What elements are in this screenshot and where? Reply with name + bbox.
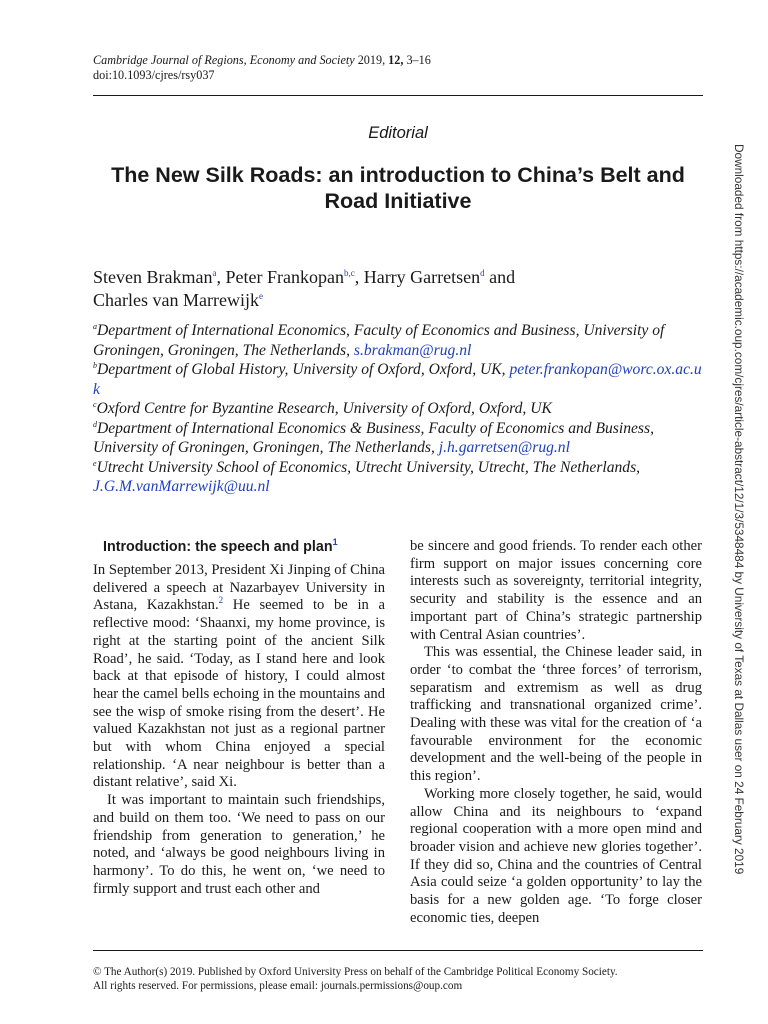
header-rule (93, 95, 703, 96)
paragraph: Working more closely together, he said, would allow China and its neighbours to ‘expand regional cooperation with a more open mind and broader vision and achieve new glories together’. If they did so, China and the countries of Central Asia could seize ‘a golden opportunity’ to lay the basis for a new golden age. ‘To forge closer economic ties, deepen (410, 785, 702, 926)
copyright-line: © The Author(s) 2019. Published by Oxford University Press on behalf of the Cambridge Political Economy Society. (93, 966, 618, 978)
journal-pages: 3–16 (406, 53, 431, 67)
author-sup[interactable]: b,c (343, 268, 355, 278)
paragraph-text: In September 2013, President Xi Jinping of China delivered a speech at Nazarbayev University in Astana, Kazakhstan. (93, 562, 385, 614)
affiliations (93, 321, 705, 497)
affiliation-text: Department of International Economics & Business, Faculty of Economics and Business, University of Groningen, Groningen, The Netherlands, (93, 419, 654, 456)
affiliation-text: Department of Global History, University of Oxford, Oxford, UK, (97, 361, 506, 378)
affiliation-sup: b (93, 360, 97, 370)
affiliation-text: Oxford Centre for Byzantine Research, University of Oxford, Oxford, UK (96, 400, 552, 417)
author-separator: and (484, 267, 516, 287)
section-heading-text: Introduction: the speech and plan (103, 539, 333, 555)
affiliation-item (93, 399, 705, 419)
affiliation-sup: a (93, 321, 97, 331)
journal-doi: doi:10.1093/cjres/rsy037 (93, 68, 215, 82)
section-label: Editorial (368, 124, 428, 142)
journal-name: Cambridge Journal of Regions, Economy and Society (93, 53, 355, 67)
affiliation-sup: c (93, 399, 97, 409)
paragraph: This was essential, the Chinese leader said, in order ‘to combat the ‘three forces’ of terrorism, separatism and extremism as well as drug trafficking and transnational organized crime’. Dealing with these was vital for the creation of ‘a favourable environment for the economic development and the well-being of the people in this region’. (410, 644, 702, 785)
author-separator: , (354, 267, 364, 287)
download-watermark: Downloaded from https://academic.oup.com/cjres/article-abstract/12/1/3/5348484 by University of Texas at Dallas user on 24 February 2019 (732, 144, 746, 875)
paragraph (93, 562, 385, 792)
journal-volume: 12, (388, 53, 404, 67)
affiliation-item (93, 458, 705, 497)
paragraph-text: He seemed to be in a reflective mood: ‘Shaanxi, my home province, is right at the starting point of the ancient Silk Road’, he said. ‘Today, as I stand here and look back at that episode of history, I could almost hear the camel bells echoing in the mountains and see the wisp of smoke rising from the desert’. He valued Kazakhstan not just as a regional partner but with whom China enjoyed a special relationship. ‘A near neighbour is better than a distant relative’, said Xi. (93, 597, 385, 791)
affiliation-text: Department of International Economics, Faculty of Economics and Business, University of Groningen, Groningen, The Netherlands, (93, 322, 665, 359)
affiliation-item (93, 419, 705, 458)
article-title: The New Silk Roads: an introduction to China’s Belt and Road Initiative (111, 163, 685, 213)
right-column (410, 538, 702, 927)
email-link[interactable]: J.G.M.vanMarrewijk@uu.nl (93, 478, 270, 495)
affiliation-sup: e (93, 458, 97, 468)
author-sup[interactable]: d (480, 268, 485, 278)
left-column (93, 538, 385, 898)
affiliation-sup: d (93, 419, 97, 429)
journal-citation (93, 53, 431, 83)
author-sup[interactable]: e (258, 291, 263, 301)
footnote-ref[interactable]: 1 (332, 537, 338, 548)
paragraph: be sincere and good friends. To render each other firm support on major issues concerning core interests such as sovereignty, territorial integrity, security and stability is the essence and an important part of China’s strategic partnership with Central Asian countries’. (410, 538, 702, 643)
footnote-ref[interactable]: 2 (218, 595, 224, 606)
author-name: Harry Garretsen (363, 267, 481, 287)
permissions-line: All rights reserved. For permissions, please email: journals.permissions@oup.com (93, 979, 463, 992)
affiliation-text: Utrecht University School of Economics, Utrecht University, Utrecht, The Netherlands, (96, 458, 641, 476)
copyright-footer (93, 966, 703, 993)
affiliation-item (93, 360, 705, 399)
affiliation-item (93, 321, 705, 360)
author-name: Peter Frankopan (225, 267, 344, 287)
journal-year: 2019, (357, 53, 386, 67)
author-name: Steven Brakman (93, 267, 213, 287)
author-name: Charles van Marrewijk (93, 290, 259, 310)
footer-rule (93, 950, 703, 951)
email-link[interactable]: s.brakman@rug.nl (353, 341, 472, 359)
section-heading (103, 538, 385, 556)
email-link[interactable]: peter.frankopan@worc.ox.ac.uk (93, 361, 702, 398)
email-link[interactable]: j.h.garretsen@rug.nl (438, 439, 570, 456)
author-list (93, 266, 703, 312)
author-sup[interactable]: a (212, 268, 217, 278)
paragraph: It was important to maintain such friendships, and build on them too. ‘We need to pass on our friendship from generation to generation,’ he noted, and ‘always be good neighbours living in harmony’. To do this, he went on, ‘we need to firmly support and trust each other and (93, 792, 385, 897)
author-separator: , (216, 267, 226, 287)
